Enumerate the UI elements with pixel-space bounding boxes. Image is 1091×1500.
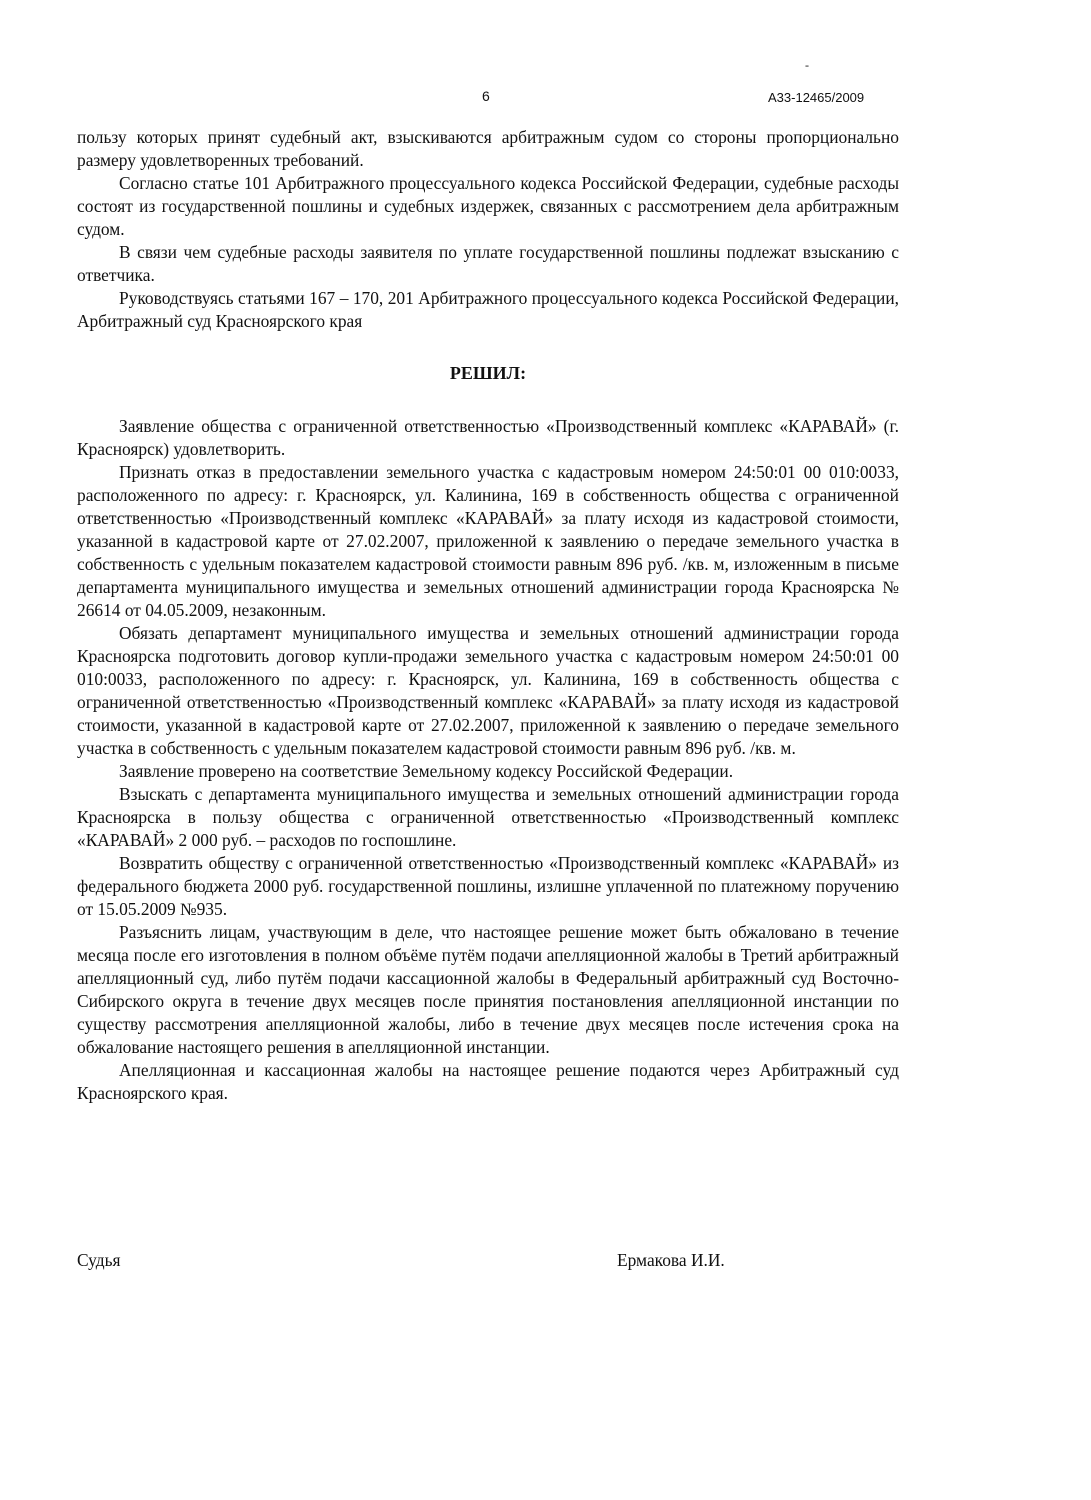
paragraph: В связи чем судебные расходы заявителя по уплате государственной пошлины подлежат взысканию с ответчика. <box>77 242 899 285</box>
paragraph: Взыскать с департамента муниципального имущества и земельных отношений администрации города Красноярска в пользу общества с ограниченной ответственностью «Производственный комплекс «КАРАВАЙ» 2 000 руб. – расходов по госпошлине. <box>77 784 899 850</box>
paragraph: Разъяснить лицам, участвующим в деле, что настоящее решение может быть обжаловано в течение месяца после его изготовления в полном объёме путём подачи апелляционной жалобы в Третий арбитражный апелляционный суд, либо путём подачи кассационной жалобы в Федеральный арбитражный суд Восточно-Сибирского округа в течение двух месяцев после принятия постановления апелляционной инстанции по существу рассмотрения апелляционной жалобы, либо в течение двух месяцев после истечения срока на обжалование настоящего решения в апелляционной инстанции. <box>77 922 899 1057</box>
signature-name: Ермакова И.И. <box>617 1250 725 1270</box>
paragraph: Заявление общества с ограниченной ответственностью «Производственный комплекс «КАРАВАЙ» (г. Красноярск) удовлетворить. <box>77 416 899 459</box>
decision-heading: РЕШИЛ: <box>449 363 527 383</box>
paragraph: Апелляционная и кассационная жалобы на настоящее решение подаются через Арбитражный суд Красноярского края. <box>77 1060 899 1103</box>
paragraph: пользу которых принят судебный акт, взыскиваются арбитражным судом со стороны пропорционально размеру удовлетворенных требований. <box>77 127 899 170</box>
signature-role: Судья <box>77 1250 121 1270</box>
paragraph: Признать отказ в предоставлении земельного участка с кадастровым номером 24:50:01 00 010:0033, расположенного по адресу: г. Красноярск, ул. Калинина, 169 в собственность общества с ограниченной ответственностью «Производственный комплекс «КАРАВАЙ» за плату исходя из кадастровой стоимости, указанной в кадастровой карте от 27.02.2007, приложенной к заявлению о передаче земельного участка в собственность с удельным показателем кадастровой стоимости равным 896 руб. /кв. м, изложенным в письме департамента муниципального имущества и земельных отношений администрации города Красноярска № 26614 от 04.05.2009, незаконным. <box>77 462 899 620</box>
paragraph: Согласно статье 101 Арбитражного процессуального кодекса Российской Федерации, судебные расходы состоят из государственной пошлины и судебных издержек, связанных с рассмотрением дела арбитражным судом. <box>77 173 899 239</box>
case-number: А33-12465/2009 <box>768 90 865 105</box>
paragraph: Возвратить обществу с ограниченной ответственностью «Производственный комплекс «КАРАВАЙ» из федерального бюджета 2000 руб. государственной пошлины, излишне уплаченной по платежному поручению от 15.05.2009 №935. <box>77 853 899 919</box>
paragraph: Обязать департамент муниципального имущества и земельных отношений администрации города Красноярска подготовить договор купли-продажи земельного участка с кадастровым номером 24:50:01 00 010:0033, расположенного по адресу: г. Красноярск, ул. Калинина, 169 в собственность общества с ограниченной ответственностью «Производственный комплекс «КАРАВАЙ» за плату исходя из кадастровой стоимости, указанной в кадастровой карте от 27.02.2007, приложенной к заявлению о передаче земельного участка в собственность с удельным показателем кадастровой стоимости равным 896 руб. /кв. м. <box>77 623 899 758</box>
document-body <box>77 126 899 1105</box>
paragraph: Заявление проверено на соответствие Земельному кодексу Российской Федерации. <box>119 761 734 781</box>
top-mark: - <box>805 58 809 72</box>
page-number: 6 <box>482 88 490 104</box>
paragraph: Руководствуясь статьями 167 – 170, 201 Арбитражного процессуального кодекса Российской Федерации, Арбитражный суд Красноярского края <box>77 288 899 331</box>
